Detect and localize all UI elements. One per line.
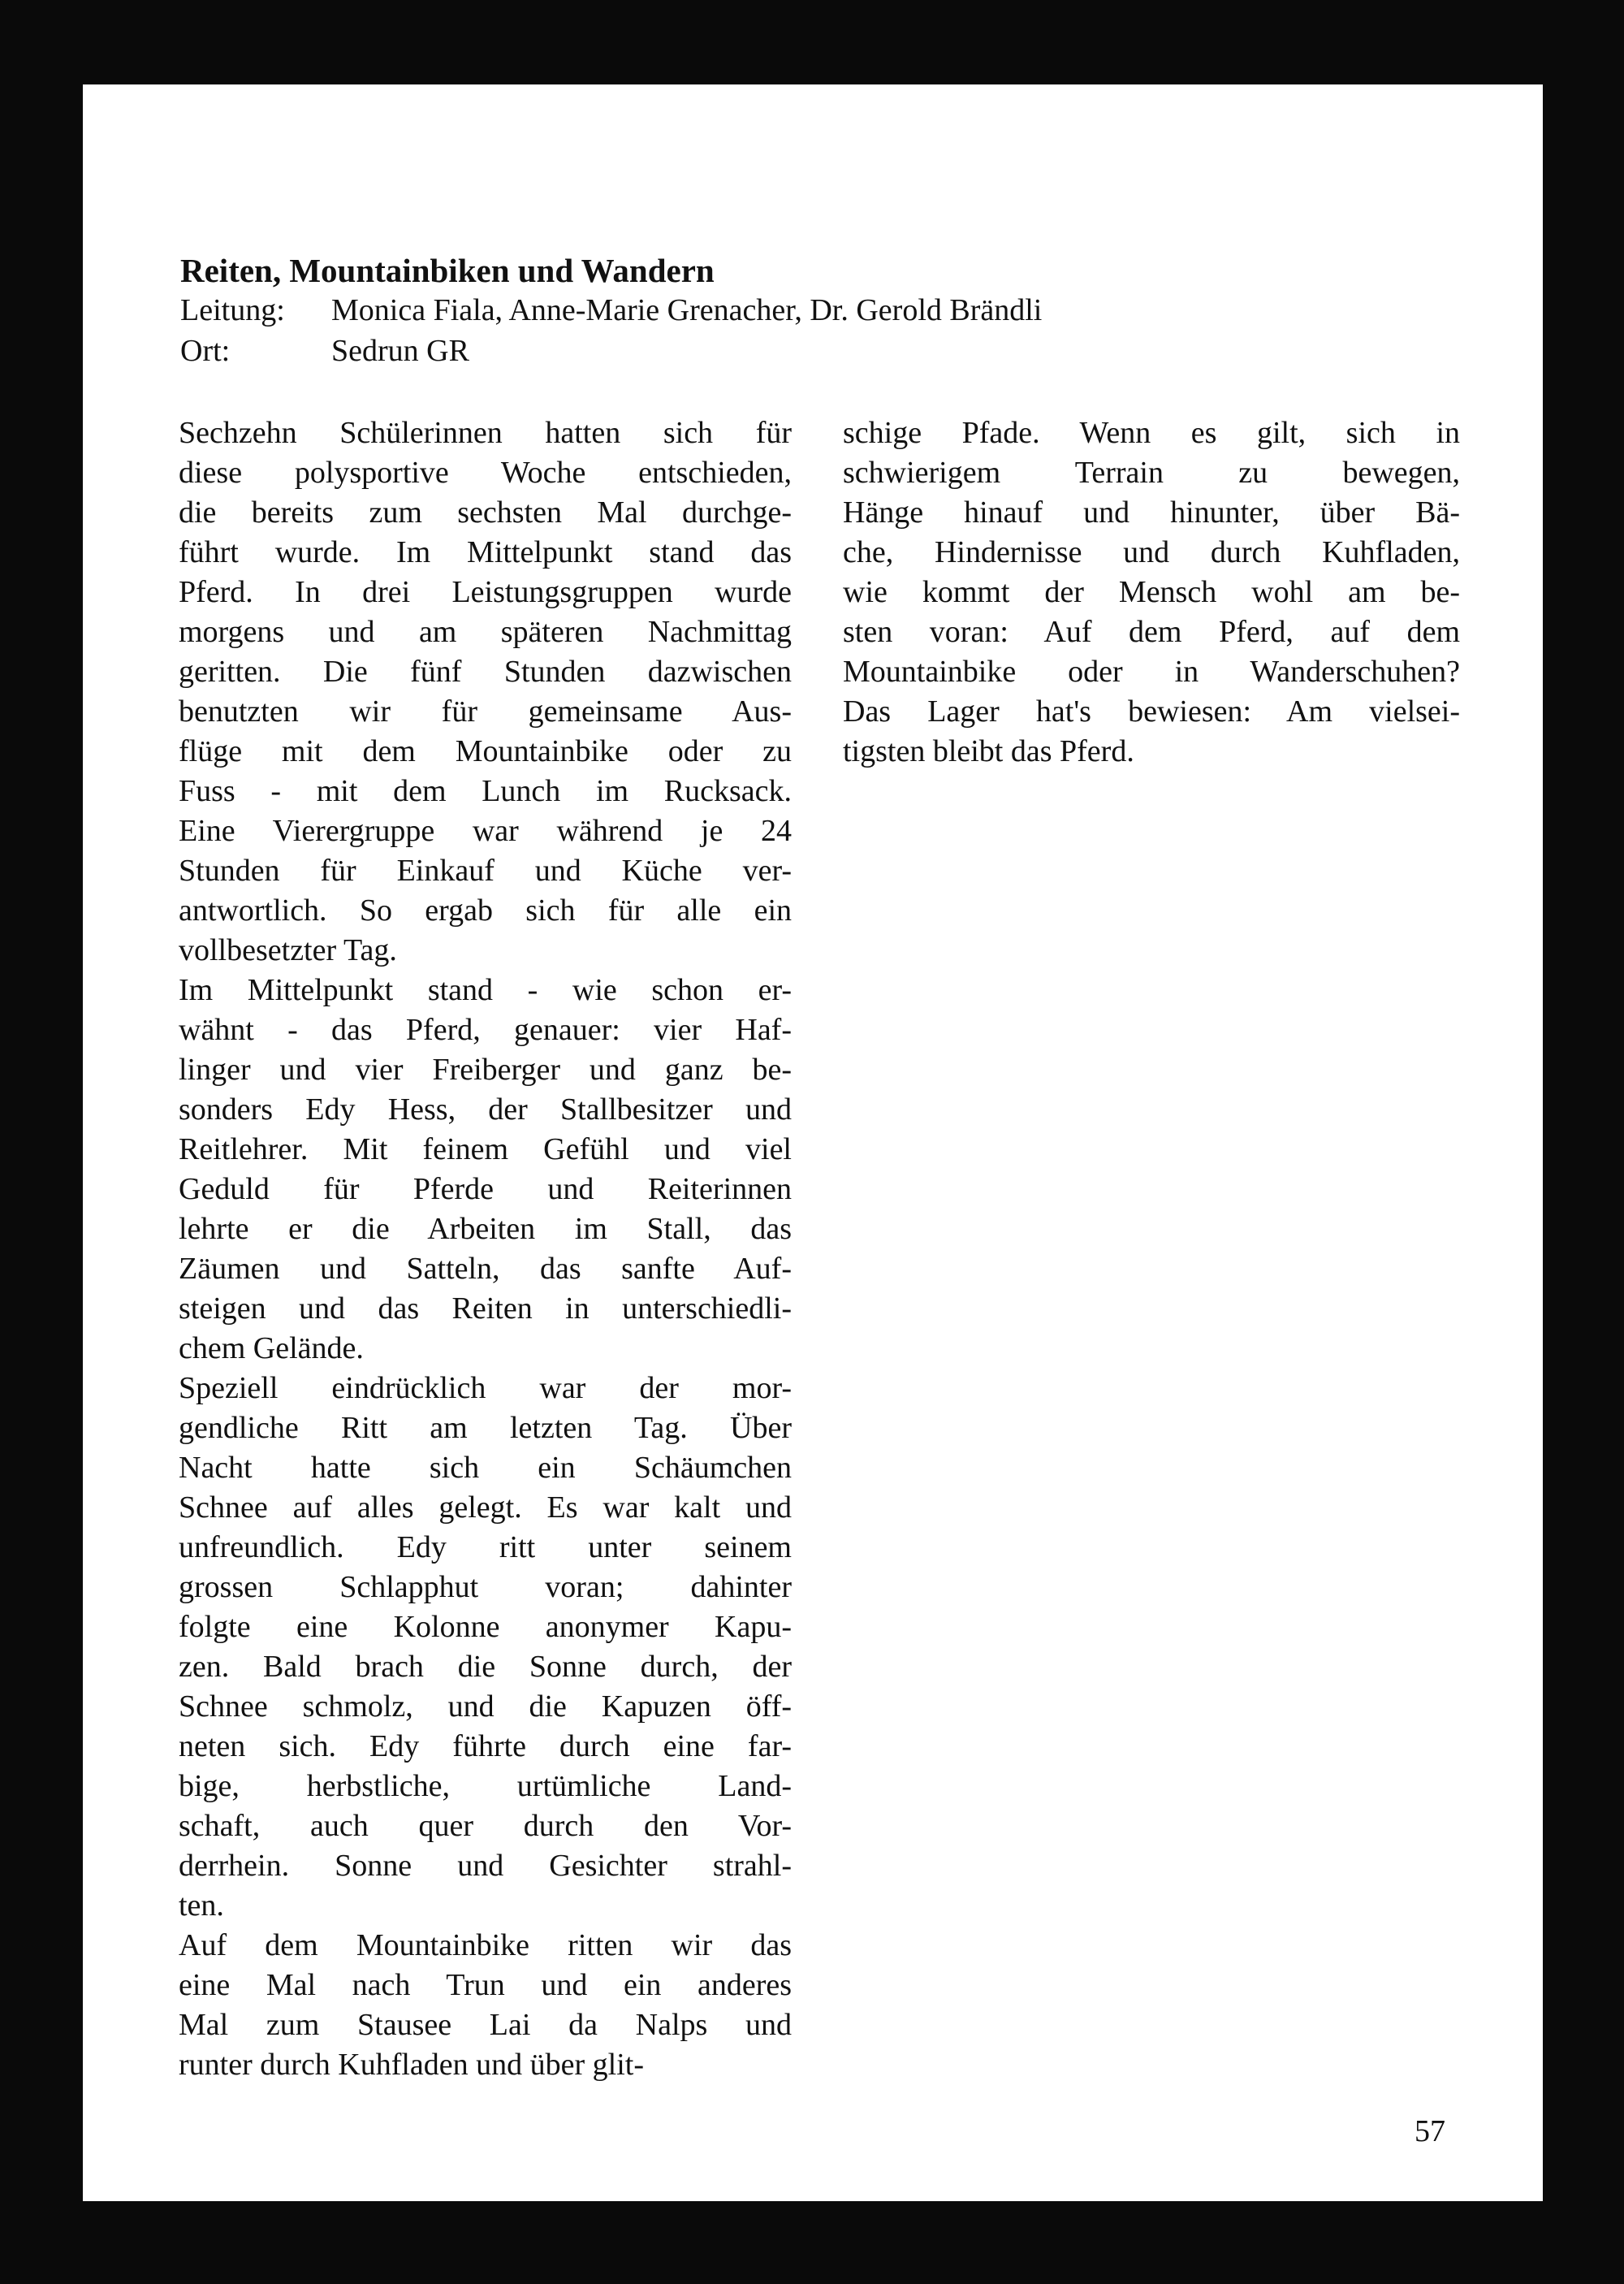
text-line: diese polysportive Woche entschieden, <box>179 456 792 490</box>
text-line: Im Mittelpunkt stand - wie schon er- <box>179 973 792 1007</box>
text-line: antwortlich. So ergab sich für alle ein <box>179 893 792 928</box>
text-line: Hänge hinauf und hinunter, über Bä- <box>843 495 1460 530</box>
text-line: Reitlehrer. Mit feinem Gefühl und viel <box>179 1132 792 1166</box>
ort-value: Sedrun GR <box>331 334 469 368</box>
text-line: benutzten wir für gemeinsame Aus- <box>179 694 792 729</box>
text-line: gendliche Ritt am letzten Tag. Über <box>179 1411 792 1445</box>
text-line: derrhein. Sonne und Gesichter strahl- <box>179 1849 792 1883</box>
page-number: 57 <box>1415 2114 1445 2148</box>
leitung-row <box>180 290 1479 331</box>
text-line: Schnee schmolz, und die Kapuzen öff- <box>179 1689 792 1724</box>
article-title: Reiten, Mountainbiken und Wandern <box>180 252 715 289</box>
right-text-column <box>843 413 1460 772</box>
article-header <box>180 251 1479 371</box>
text-line: Stunden für Einkauf und Küche ver- <box>179 854 792 888</box>
text-line: unfreundlich. Edy ritt unter seinem <box>179 1530 792 1564</box>
text-line: Pferd. In drei Leistungsgruppen wurde <box>179 575 792 609</box>
text-line: führt wurde. Im Mittelpunkt stand das <box>179 535 792 569</box>
text-line: ten. <box>179 1888 224 1923</box>
text-line: eine Mal nach Trun und ein anderes <box>179 1968 792 2002</box>
text-line: steigen und das Reiten in unterschiedli- <box>179 1291 792 1326</box>
text-line: che, Hindernisse und durch Kuhfladen, <box>843 535 1460 569</box>
text-line: Zäumen und Satteln, das sanfte Auf- <box>179 1252 792 1286</box>
left-text-column <box>179 413 792 2085</box>
document-page <box>83 84 1543 2201</box>
text-line: schige Pfade. Wenn es gilt, sich in <box>843 416 1460 450</box>
text-line: sten voran: Auf dem Pferd, auf dem <box>843 615 1460 649</box>
text-line: Eine Vierergruppe war während je 24 <box>179 814 792 848</box>
text-line: vollbesetzter Tag. <box>179 933 397 967</box>
text-line: Schnee auf alles gelegt. Es war kalt und <box>179 1490 792 1525</box>
text-line: Mountainbike oder in Wanderschuhen? <box>843 655 1460 689</box>
text-line: grossen Schlapphut voran; dahinter <box>179 1570 792 1604</box>
text-line: bige, herbstliche, urtümliche Land- <box>179 1769 792 1803</box>
text-line: wähnt - das Pferd, genauer: vier Haf- <box>179 1013 792 1047</box>
text-line: chem Gelände. <box>179 1331 364 1365</box>
text-line: lehrte er die Arbeiten im Stall, das <box>179 1212 792 1246</box>
text-line: Nacht hatte sich ein Schäumchen <box>179 1451 792 1485</box>
text-line: Geduld für Pferde und Reiterinnen <box>179 1172 792 1206</box>
text-line: zen. Bald brach die Sonne durch, der <box>179 1650 792 1684</box>
text-line: schwierigem Terrain zu bewegen, <box>843 456 1460 490</box>
leitung-value: Monica Fiala, Anne-Marie Grenacher, Dr. Gerold Brändli <box>331 293 1043 327</box>
text-line: wie kommt der Mensch wohl am be- <box>843 575 1460 609</box>
text-line: Mal zum Stausee Lai da Nalps und <box>179 2008 792 2042</box>
text-line: runter durch Kuhfladen und über glit- <box>179 2048 644 2082</box>
text-line: geritten. Die fünf Stunden dazwischen <box>179 655 792 689</box>
text-line: Speziell eindrücklich war der mor- <box>179 1371 792 1405</box>
ort-label: Ort: <box>180 334 231 368</box>
text-line: morgens und am späteren Nachmittag <box>179 615 792 649</box>
text-line: linger und vier Freiberger und ganz be- <box>179 1053 792 1087</box>
text-line: Fuss - mit dem Lunch im Rucksack. <box>179 774 792 808</box>
text-line: Das Lager hat's bewiesen: Am vielsei- <box>843 694 1460 729</box>
ort-row <box>180 331 1479 371</box>
leitung-label: Leitung: <box>180 293 285 327</box>
text-line: schaft, auch quer durch den Vor- <box>179 1809 792 1843</box>
text-line: Sechzehn Schülerinnen hatten sich für <box>179 416 792 450</box>
text-line: flüge mit dem Mountainbike oder zu <box>179 734 792 768</box>
text-line: die bereits zum sechsten Mal durchge- <box>179 495 792 530</box>
text-line: neten sich. Edy führte durch eine far- <box>179 1729 792 1763</box>
text-line: Auf dem Mountainbike ritten wir das <box>179 1928 792 1962</box>
text-line: sonders Edy Hess, der Stallbesitzer und <box>179 1092 792 1127</box>
text-line: folgte eine Kolonne anonymer Kapu- <box>179 1610 792 1644</box>
text-line: tigsten bleibt das Pferd. <box>843 734 1134 768</box>
